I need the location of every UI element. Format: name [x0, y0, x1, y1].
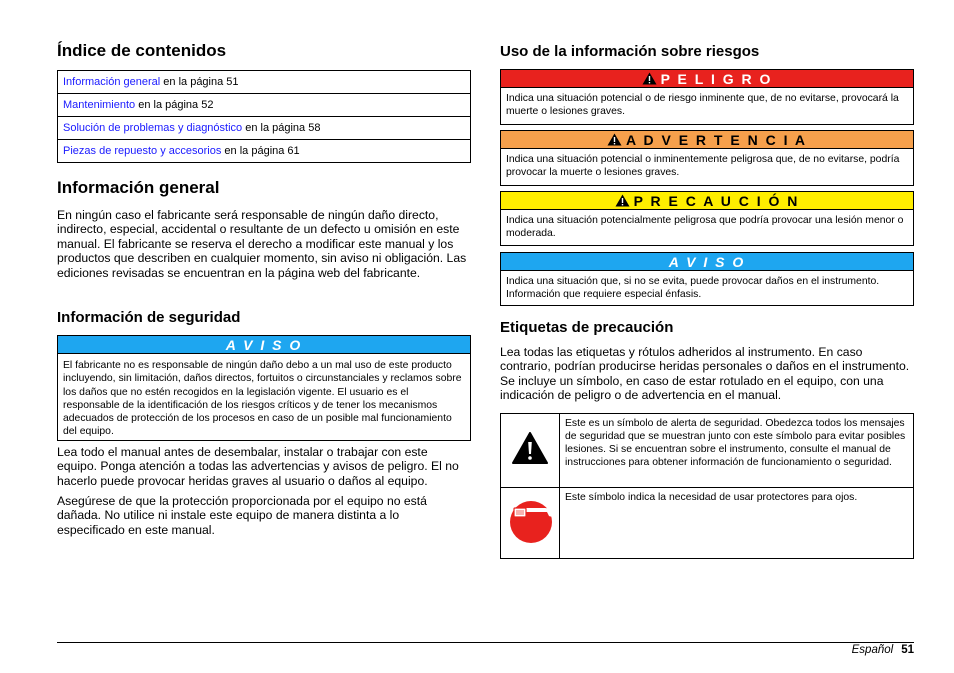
toc-title: Índice de contenidos	[57, 41, 227, 60]
aviso-notice-text: El fabricante no es responsable de ningún daño debo a un mal uso de este producto incluyendo, sin limitación, daños directos, fortuitos o circunstanciales y reclamos sobre los daños que no estén recogidos en la legislación vigente. El usuario es el responsable de la identificación de los riesgos críticos y de tener los mecanismos adecuados de protección de los procesos en caso de un posible mal funcionamiento del equipo.	[63, 360, 462, 438]
precaucion-notice-text: Indica una situación potencialmente peligrosa que podría provocar una lesión menor o moderada.	[506, 215, 904, 239]
toc-link-general[interactable]: Información general	[63, 76, 161, 88]
peligro-notice-text: Indica una situación potencial o de riesgo inminente que, de no evitarse, provocará la muerte o lesiones graves.	[506, 93, 899, 117]
safety-alert-description: Este es un símbolo de alerta de seguridad. Obedezca todos los mensajes de seguridad que se muestran junto con este símbolo para evitar posibles lesiones. Si se encuentran sobre el instrumento, consulte el manual de instrucciones para obtener información de funcionamiento o seguridad.	[560, 414, 914, 488]
precaucion-notice-box	[500, 191, 914, 246]
protection-paragraph: Asegúrese de que la protección proporcionada por el equipo no está dañada. No utilice ni instale este equipo de manera distinta a lo especificado en este manual.	[57, 494, 427, 537]
toc-page-ref: en la página 61	[221, 145, 300, 157]
toc-link-troubleshooting[interactable]: Solución de problemas y diagnóstico	[63, 122, 243, 134]
toc-page-ref: en la página 51	[160, 76, 239, 88]
toc-link-maintenance[interactable]: Mantenimiento	[63, 99, 136, 111]
toc-page-ref: en la página 52	[135, 99, 214, 111]
advertencia-notice-header	[501, 131, 913, 149]
symbols-table	[500, 413, 914, 559]
safety-alert-icon	[512, 432, 548, 464]
warning-triangle-icon	[607, 133, 622, 146]
peligro-notice-header	[501, 70, 913, 88]
toc-row	[58, 94, 471, 117]
warning-triangle-icon	[642, 72, 657, 85]
read-manual-paragraph: Lea todo el manual antes de desembalar, instalar o trabajar con este equipo. Ponga atención a todas las advertencias y avisos de peligro. El no hacerlo puede provocar heridas graves al usuario o daños al equipo.	[57, 445, 459, 488]
peligro-notice-box	[500, 69, 914, 125]
footer-divider	[57, 642, 914, 643]
precaucion-notice-header	[501, 192, 913, 210]
page-number: 51	[901, 644, 914, 656]
toc-row	[58, 140, 471, 163]
advertencia-label: A D V E R T E N C I A	[626, 132, 807, 148]
toc-row	[58, 71, 471, 94]
aviso-instrument-notice-header: A V I S O	[501, 253, 913, 271]
aviso-instrument-notice-box	[500, 252, 914, 306]
toc-page-ref: en la página 58	[242, 122, 321, 134]
aviso-notice-box	[57, 335, 471, 441]
eye-protection-icon	[507, 496, 553, 546]
aviso-instrument-notice-text: Indica una situación que, si no se evita, puede provocar daños en el instrumento. Información que requiere especial énfasis.	[506, 276, 880, 300]
toc-row	[58, 117, 471, 140]
toc-link-parts[interactable]: Piezas de repuesto y accesorios	[63, 145, 222, 157]
aviso-notice-header: A V I S O	[58, 336, 470, 354]
safety-info-title: Información de seguridad	[57, 309, 241, 326]
hazard-info-title: Uso de la información sobre riesgos	[500, 43, 760, 60]
advertencia-notice-text: Indica una situación potencial o inminentemente peligrosa que, de no evitarse, podría provocar la muerte o lesiones graves.	[506, 154, 900, 178]
footer-language: Español	[851, 644, 894, 656]
page-footer	[852, 644, 914, 656]
eye-protection-description: Este símbolo indica la necesidad de usar protectores para ojos.	[560, 488, 914, 559]
general-info-title: Información general	[57, 178, 220, 197]
table-of-contents	[57, 70, 471, 163]
advertencia-notice-box	[500, 130, 914, 186]
precaution-labels-title: Etiquetas de precaución	[500, 319, 674, 336]
warning-triangle-icon	[615, 194, 630, 207]
precaution-labels-text: Lea todas las etiquetas y rótulos adheridos al instrumento. En caso contrario, podrían producirse heridas personales o daños en el instrumento. Se incluye un símbolo, en caso de estar rotulado en el equipo, con una indicación de peligro o de advertencia en el manual.	[500, 345, 910, 403]
table-row	[501, 488, 914, 559]
peligro-label: P E L I G R O	[660, 71, 773, 87]
general-info-text: En ningún caso el fabricante será responsable de ningún daño directo, indirecto, especial, accidental o resultante de un defecto u omisión en este manual. El fabricante se reserva el derecho a modificar este manual y los productos que describen en cualquier momento, sin aviso ni obligación. Las ediciones revisadas se encuentran en la página web del fabricante.	[57, 208, 467, 280]
precaucion-label: P R E C A U C I Ó N	[633, 193, 800, 209]
table-row	[501, 414, 914, 488]
